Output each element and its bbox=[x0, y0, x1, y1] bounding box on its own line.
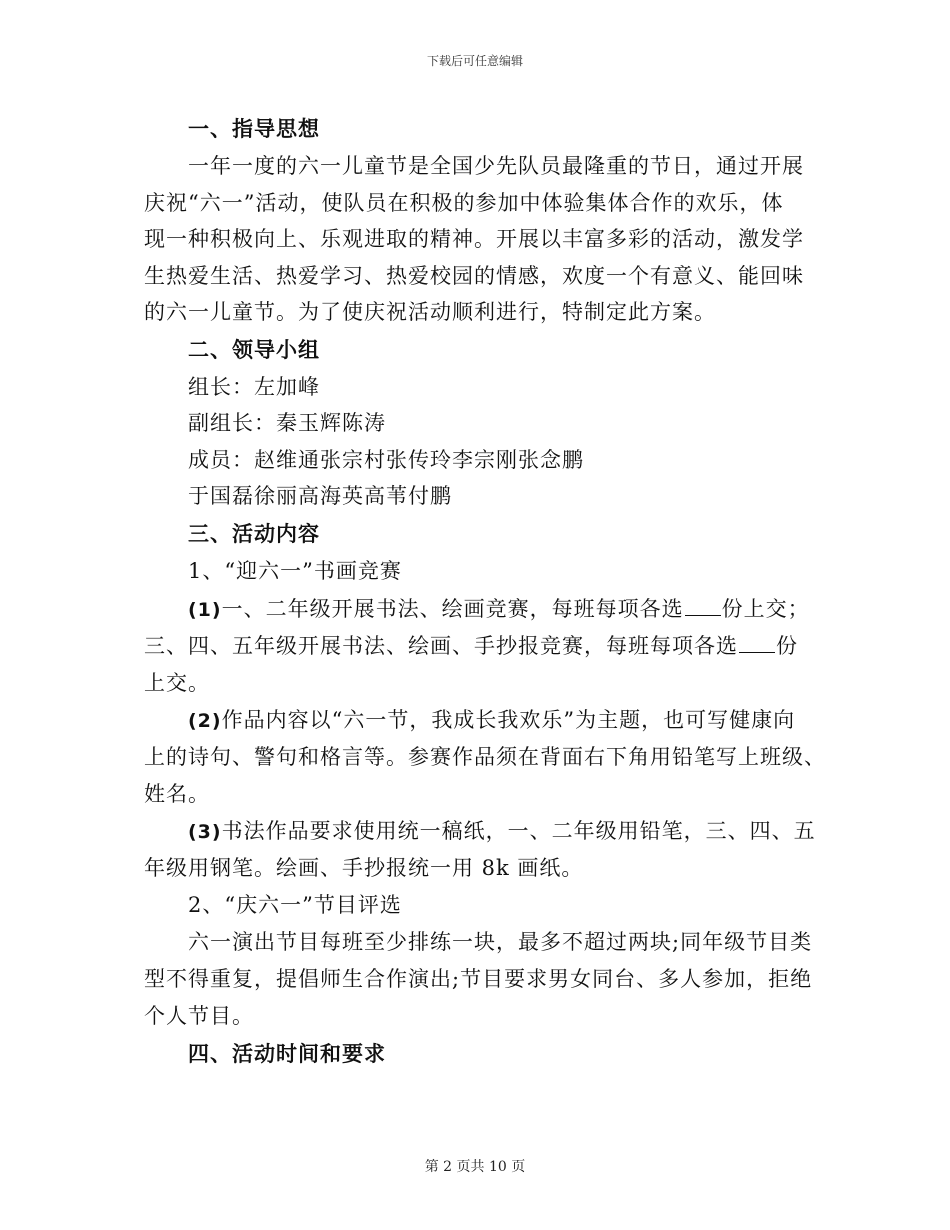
subheading-calligraphy-contest: 1、“迎六一”书画竞赛 bbox=[188, 559, 402, 583]
item-number: (3) bbox=[188, 821, 222, 843]
item-2-line-2: 上的诗句、警句和格言等。参赛作品须在背面右下角用铅笔写上班级、 bbox=[144, 745, 826, 769]
leader-line: 组长：左加峰 bbox=[188, 375, 320, 399]
item-4-line-3: 个人节目。 bbox=[144, 1004, 254, 1028]
item-3-line-2: 年级用钢笔。绘画、手抄报统一用 8k 画纸。 bbox=[144, 856, 584, 880]
item-1-line-3: 上交。 bbox=[144, 671, 210, 695]
item-4-line-1: 六一演出节目每班至少排练一块，最多不超过两块;同年级节目类 bbox=[188, 930, 813, 954]
section-heading-activities: 三、活动内容 bbox=[188, 522, 320, 546]
members-line: 成员：赵维通张宗村张传玲李宗刚张念鹏 bbox=[188, 448, 584, 472]
item-2-line-3: 姓名。 bbox=[144, 782, 210, 806]
members-line-continued: 于国磊徐丽高海英高苇付鹏 bbox=[188, 484, 452, 508]
paragraph-line: 一年一度的六一儿童节是全国少先队员最隆重的节日，通过开展 bbox=[188, 154, 804, 178]
paragraph-line: 庆祝“六一”活动，使队员在积极的参加中体验集体合作的欢乐，体 bbox=[144, 191, 784, 215]
paragraph-line: 的六一儿童节。为了使庆祝活动顺利进行，特制定此方案。 bbox=[144, 300, 716, 324]
item-1-line-2: 三、四、五年级开展书法、绘画、手抄报竞赛，每班每项各选 份 bbox=[144, 634, 798, 658]
item-2-line-1: (2)作品内容以“六一节，我成长我欢乐”为主题，也可写健康向 bbox=[188, 708, 796, 732]
section-heading-guiding-idea: 一、指导思想 bbox=[188, 117, 320, 141]
paragraph-line: 生热爱生活、热爱学习、热爱校园的情感，欢度一个有意义、能回味 bbox=[144, 264, 804, 288]
item-number: (1) bbox=[188, 599, 222, 621]
fill-blank bbox=[739, 634, 775, 653]
section-heading-time-requirements: 四、活动时间和要求 bbox=[188, 1042, 386, 1066]
section-heading-leadership: 二、领导小组 bbox=[188, 338, 320, 362]
deputy-leader-line: 副组长：秦玉辉陈涛 bbox=[188, 411, 386, 435]
page-number-footer: 第 2 页共 10 页 bbox=[424, 1159, 526, 1175]
item-1-line-1: (1)一、二年级开展书法、绘画竞赛，每班每项各选 份上交； bbox=[188, 597, 810, 621]
page-header: 下载后可任意编辑 bbox=[426, 54, 523, 68]
paragraph-line: 现一种积极向上、乐观进取的精神。开展以丰富多彩的活动，激发学 bbox=[144, 227, 804, 251]
item-number: (2) bbox=[188, 710, 222, 732]
subheading-performance-selection: 2、“庆六一”节目评选 bbox=[188, 893, 402, 917]
fill-blank bbox=[685, 597, 721, 616]
item-4-line-2: 型不得重复，提倡师生合作演出;节目要求男女同台、多人参加，拒绝 bbox=[144, 967, 813, 991]
item-3-line-1: (3)书法作品要求使用统一稿纸，一、二年级用铅笔，三、四、五 bbox=[188, 819, 816, 843]
